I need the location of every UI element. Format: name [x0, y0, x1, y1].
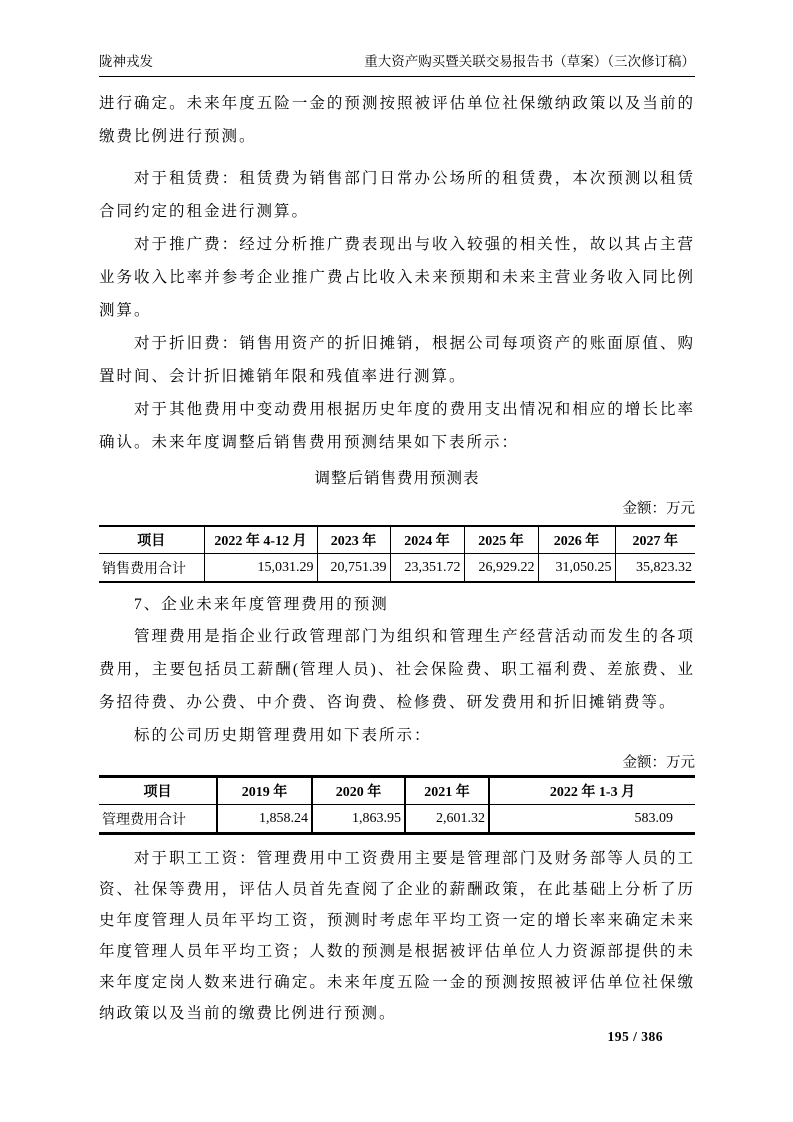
paragraph-admin-expense-definition: 管理费用是指企业行政管理部门为组织和管理生产经营活动而发生的各项费用，主要包括员工薪酬(管理人员)、社会保险费、职工福利费、差旅费、业务招待费、办公费、中介费、咨询费、检修费、研发费用和折旧摊销费等。 [99, 628, 695, 711]
cell-value: 1,858.24 [217, 805, 312, 834]
column-header: 2025 年 [464, 526, 538, 554]
column-header: 2019 年 [217, 777, 312, 805]
cell-value: 35,823.32 [615, 554, 695, 583]
page-content [99, 0, 695, 1029]
row-label: 销售费用合计 [102, 561, 186, 577]
paragraph-continuation: 进行确定。未来年度五险一金的预测按照被评估单位社保缴纳政策以及当前的缴费比例进行预测。 [99, 95, 695, 145]
paragraph-other-expense: 对于其他费用中变动费用根据历史年度的费用支出情况和相应的增长比率确认。未来年度调整后销售费用预测结果如下表所示： [99, 401, 695, 451]
cell-value: 2,601.32 [405, 805, 489, 834]
cell-value: 23,351.72 [390, 554, 464, 583]
column-header: 2026 年 [538, 526, 615, 554]
row-label: 管理费用合计 [102, 812, 186, 828]
column-header: 2022 年 1-3 月 [489, 777, 695, 805]
page-number: 195 / 386 [607, 1029, 663, 1044]
paragraph-depreciation-expense: 对于折旧费：销售用资产的折旧摊销，根据公司每项资产的账面原值、购置时间、会计折旧摊销年限和残值率进行测算。 [99, 335, 695, 385]
column-header: 2020 年 [312, 777, 405, 805]
cell-value: 583.09 [489, 805, 695, 834]
paragraph-staff-salary: 对于职工工资：管理费用中工资费用主要是管理部门及财务部等人员的工资、社保等费用，评估人员首先查阅了企业的薪酬政策，在此基础上分析了历史年度管理人员年平均工资，预测时考虑年平均工资一定的增长率来确定未来年度管理人员年平均工资；人数的预测是根据被评估单位人力资源部提供的未来年度定岗人数来进行确定。未来年度五险一金的预测按照被评估单位社保缴纳政策以及当前的缴费比例进行预测。 [99, 850, 695, 1022]
cell-value: 20,751.39 [317, 554, 390, 583]
section-heading-7: 7、企业未来年度管理费用的预测 [134, 596, 389, 613]
sales-expense-forecast-table [99, 525, 695, 583]
cell-value: 15,031.29 [204, 554, 317, 583]
paragraph-admin-table-intro: 标的公司历史期管理费用如下表所示： [134, 727, 432, 744]
table-row [99, 554, 695, 583]
sales-table-unit-label: 金额：万元 [622, 501, 695, 517]
cell-value: 31,050.25 [538, 554, 615, 583]
column-header: 2023 年 [317, 526, 390, 554]
cell-value: 1,863.95 [312, 805, 405, 834]
header-doc-title: 重大资产购买暨关联交易报告书（草案）（三次修订稿） [364, 54, 695, 69]
column-header: 2022 年 4-12 月 [204, 526, 317, 554]
cell-value: 26,929.22 [464, 554, 538, 583]
admin-table-unit-label: 金额：万元 [622, 755, 695, 771]
admin-expense-history-table [99, 775, 695, 835]
column-header: 2024 年 [390, 526, 464, 554]
column-header: 项目 [99, 777, 217, 805]
column-header: 2021 年 [405, 777, 489, 805]
paragraph-promotion-expense: 对于推广费：经过分析推广费表现出与收入较强的相关性，故以其占主营业务收入比率并参考企业推广费占比收入未来预期和未来主营业务收入同比例测算。 [99, 236, 695, 319]
table-header-row [99, 777, 695, 805]
paragraph-rent-expense: 对于租赁费：租赁费为销售部门日常办公场所的租赁费，本次预测以租赁合同约定的租金进行测算。 [99, 170, 695, 220]
sales-table-title: 调整后销售费用预测表 [314, 470, 480, 487]
table-row [99, 805, 695, 834]
table-header-row [99, 526, 695, 554]
column-header: 项目 [99, 526, 204, 554]
header-company-name: 陇神戎发 [99, 54, 153, 69]
running-header [99, 0, 695, 77]
column-header: 2027 年 [615, 526, 695, 554]
